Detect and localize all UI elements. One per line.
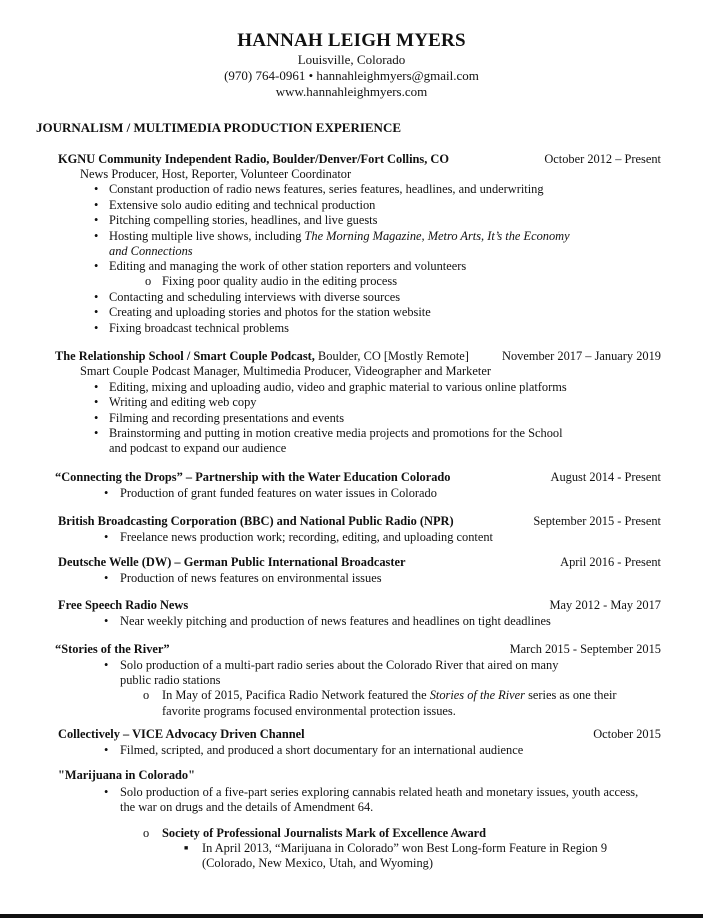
bullet-icon: • — [104, 530, 109, 544]
bullet-icon: • — [94, 213, 99, 227]
bullet-icon: • — [104, 614, 109, 628]
bullet-icon: • — [104, 658, 109, 672]
circle-bullet-icon: o — [143, 688, 150, 702]
section-title: JOURNALISM / MULTIMEDIA PRODUCTION EXPERIENCE — [36, 120, 402, 135]
bullet-icon: • — [94, 290, 99, 304]
entry-date: September 2015 - Present — [533, 514, 661, 528]
entry-org: "Marijuana in Colorado" — [58, 768, 195, 782]
entry-org: Deutsche Welle (DW) – German Public International Broadcaster — [58, 555, 406, 569]
location: Louisville, Colorado — [297, 52, 406, 67]
entry-date: April 2016 - Present — [560, 555, 661, 569]
square-bullet-icon: ■ — [184, 844, 189, 852]
circle-bullet-icon: o — [145, 274, 152, 288]
bullet-icon: • — [94, 395, 99, 409]
entry-date: May 2012 - May 2017 — [549, 598, 661, 612]
entry-org: British Broadcasting Corporation (BBC) and National Public Radio (NPR) — [58, 514, 454, 528]
entry-date: October 2012 – Present — [544, 152, 661, 166]
bullet-icon: • — [94, 305, 99, 319]
entry-role: News Producer, Host, Reporter, Volunteer Coordinator — [80, 167, 352, 181]
candidate-name: HANNAH LEIGH MYERS — [237, 30, 466, 51]
bullet-icon: • — [94, 198, 99, 212]
bullet-icon: • — [94, 259, 99, 273]
circle-bullet-icon: o — [143, 826, 150, 840]
entry-date: August 2014 - Present — [550, 470, 661, 484]
bullet-icon: • — [94, 426, 99, 440]
bullet-icon: • — [94, 380, 99, 394]
entry-org: “Connecting the Drops” – Partnership with the Water Education Colorado — [55, 470, 451, 484]
bullet-icon: • — [94, 321, 99, 335]
resume-page: HANNAH LEIGH MYERS Louisville, Colorado (970) 764-0961 • hannahleighmyers@gmail.com www.hannahleighmyers.com JOURNALISM / MULTIMEDIA PRODUCTION EXPERIENCE KGNU Community Independent Radio, Boulder/Denver/Fort Collins, CO October 2012 – Present News Producer, Host, Reporter, Volunteer Coordinator • Constant production of radio news features, series features, headlines, and underwriting • Extensive solo audio editing and technical production • Pitching compelling stories, headlines, and live guests • Hosting multiple live shows, including The Morning Magazine, Metro Arts, It’s the Economy and Connections • Editing and managing the work of other station reporters and volunteers o Fixing poor quality audio in the editing process • Contacting and scheduling interviews with diverse sources • Creating and uploading stories and photos for the station website • Fixing broadcast technical problems The Relationship School / Smart Couple Podcast, Boulder, CO [Mostly Remote] November 2017 – January 2019 Smart Couple Podcast Manager, Multimedia Producer, Videographer and Marketer • Editing, mixing and uploading audio, video and graphic material to various online platforms • Writing and editing web copy • Filming and recording presentations and events • Brainstorming and putting in motion creative media projects and promotions for the School and podcast to expand our audience “Connecting the Drops” – Partnership with the Water Education Colorado August 2014 - Present • Production of grant funded features on water issues in Colorado British Broadcasting Corporation (BBC) and National Public Radio (NPR) September 2015 - Present • Freelance news production work; recording, editing, and uploading content Deutsche Welle (DW) – German Public International Broadcaster April 2016 - Present • Production of news features on environmental issues Free Speech Radio News May 2012 - May 2017 • Near weekly pitching and production of news features and headlines on tight deadlines “Stories of the River” March 2015 - September 2015 • Solo production of a multi-part radio series about the Colorado River that aired on many public radio stations o In May of 2015, Pacifica Radio Network featured the Stories of the River series as one their favorite programs focused environmental protection issues. Collectively – VICE Advocacy Driven Channel October 2015 • Filmed, scripted, and produced a short documentary for an international audience "Marijuana in Colorado" • Solo production of a five-part series exploring cannabis related heath and monetary issues, youth access, the war on drugs and the details of Amendment 64. o Society of Professional Journalists Mark of Excellence Award ■ In April 2013, “Marijuana in Colorado” won Best Long-form Feature in Region 9 (Colorado, New Mexico, Utah, and Wyoming) — [0, 0, 703, 918]
bullet-icon: • — [104, 486, 109, 500]
entry-org: KGNU Community Independent Radio, Boulder/Denver/Fort Collins, CO — [58, 152, 450, 166]
contact-line: (970) 764-0961 • hannahleighmyers@gmail.com — [224, 68, 479, 83]
entry-role: Smart Couple Podcast Manager, Multimedia Producer, Videographer and Marketer — [80, 364, 491, 378]
entry-org: Collectively – VICE Advocacy Driven Channel — [58, 727, 305, 741]
resume-header — [0, 30, 703, 100]
entry-org: The Relationship School / Smart Couple Podcast, Boulder, CO [Mostly Remote] — [55, 349, 469, 363]
entry-date: March 2015 - September 2015 — [509, 642, 661, 656]
website: www.hannahleighmyers.com — [275, 84, 428, 99]
bullet-icon: • — [104, 571, 109, 585]
entry-org: Free Speech Radio News — [58, 598, 189, 612]
bullet-icon: • — [94, 229, 99, 243]
entry-date: October 2015 — [593, 727, 661, 741]
bullet-icon: • — [104, 785, 109, 799]
page-bottom-border — [0, 914, 703, 918]
bullet-icon: • — [94, 411, 99, 425]
entry-org: “Stories of the River” — [55, 642, 170, 656]
entry-date: November 2017 – January 2019 — [502, 349, 661, 363]
bullet-icon: • — [104, 743, 109, 757]
bullet-icon: • — [94, 182, 99, 196]
